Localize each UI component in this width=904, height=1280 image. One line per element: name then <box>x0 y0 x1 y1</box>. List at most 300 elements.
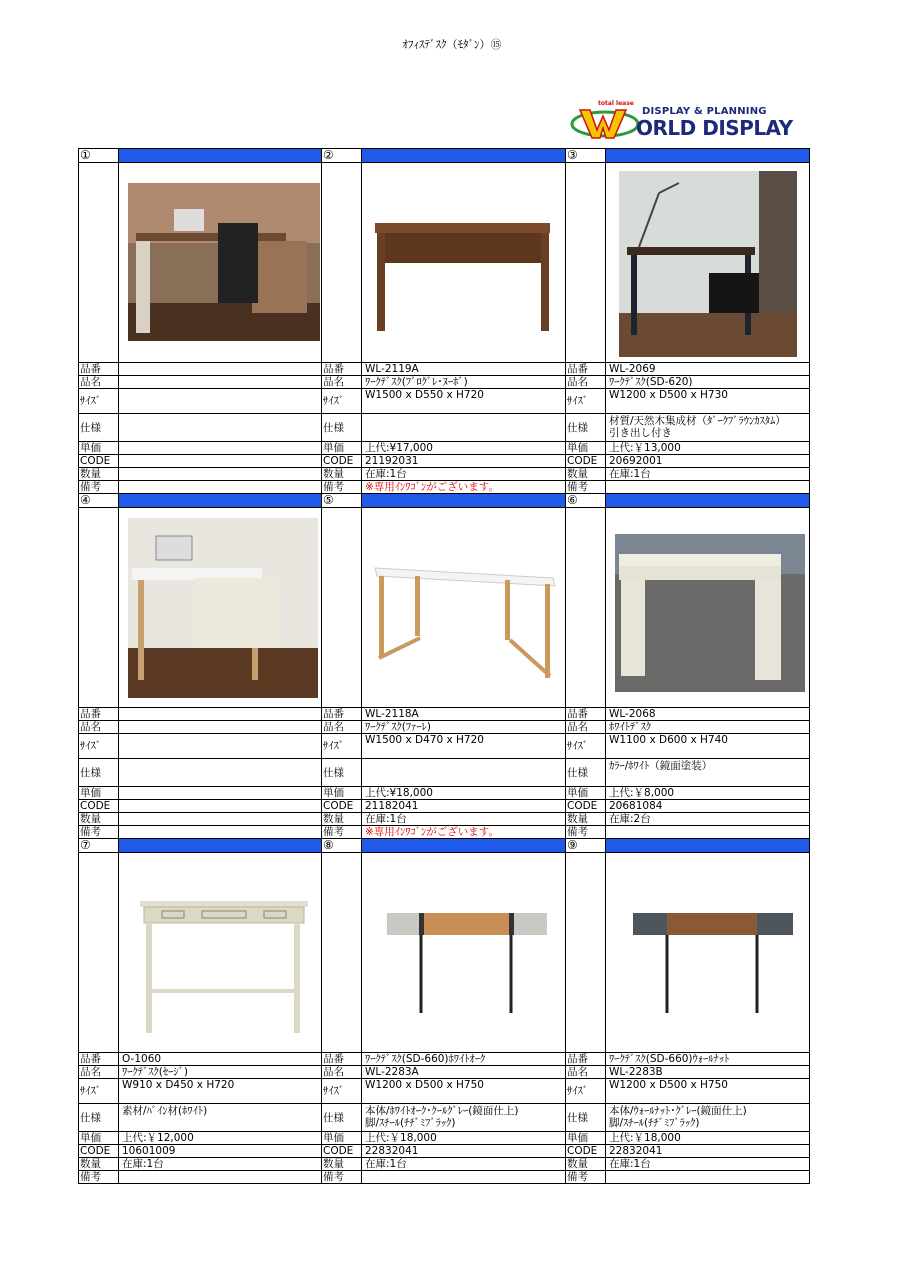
product-row-block <box>79 149 810 494</box>
product-row-block <box>79 494 810 839</box>
row-shiyou <box>79 414 322 442</box>
label-tanka: 単価 <box>566 787 606 799</box>
label-tanka: 単価 <box>322 1132 362 1144</box>
label-biko: 備考 <box>322 826 362 838</box>
row-tanka <box>79 442 322 455</box>
value-tanka: 上代:￥18,000 <box>609 1132 681 1144</box>
label-code: CODE <box>322 455 362 467</box>
value-tanka: 上代:¥17,000 <box>365 442 433 454</box>
product-card <box>322 839 566 1184</box>
label-hinmei: 品名 <box>566 721 606 733</box>
desk-with-chair-and-cabinet-photo <box>122 163 325 363</box>
row-image <box>322 853 566 1053</box>
value-shiyou <box>362 759 565 786</box>
white-desk-with-chair-photo <box>122 508 325 708</box>
header-bar <box>362 839 565 852</box>
label-suryo: 数量 <box>79 468 119 480</box>
value-hinmei: ﾜｰｸﾃﾞｽｸ(ｾｰｼﾞ) <box>122 1066 188 1078</box>
label-tanka: 単価 <box>322 442 362 454</box>
row-biko <box>79 826 322 839</box>
label-hinmei: 品名 <box>79 721 119 733</box>
row-suryo <box>566 468 810 481</box>
row-biko <box>322 826 566 839</box>
row-code <box>79 800 322 813</box>
row-size <box>79 389 322 414</box>
value-code: 21182041 <box>365 800 419 812</box>
row-hinban <box>566 1053 810 1066</box>
row-biko <box>79 1171 322 1184</box>
spec-line-1: 素材/ﾊﾟｲﾝ材(ﾎﾜｲﾄ) <box>122 1105 208 1117</box>
item-number: ⑤ <box>322 494 362 507</box>
value-tanka: 上代:￥13,000 <box>609 442 681 454</box>
value-biko <box>119 481 321 493</box>
row-num <box>322 494 566 508</box>
value-suryo: 在庫:1台 <box>365 1158 407 1170</box>
label-hinban: 品番 <box>322 1053 362 1065</box>
image-label-cell <box>79 163 119 362</box>
image-cell <box>362 163 565 362</box>
value-hinmei: ﾎﾜｲﾄﾃﾞｽｸ <box>609 721 651 733</box>
header-bar <box>119 839 321 852</box>
label-biko: 備考 <box>79 481 119 493</box>
value-biko: ※専用ｲﾝﾜｺﾞﾝがございます。 <box>365 826 499 838</box>
image-cell <box>362 853 565 1052</box>
value-suryo <box>119 468 321 480</box>
row-hinmei <box>79 1066 322 1079</box>
dark-desk-with-lamp-photo <box>609 163 813 363</box>
row-tanka <box>322 787 566 800</box>
row-suryo <box>322 1158 566 1171</box>
w-logo-icon <box>570 104 640 140</box>
row-shiyou <box>566 759 810 787</box>
row-suryo <box>322 813 566 826</box>
label-shiyou: 仕様 <box>79 1104 119 1131</box>
row-num <box>566 839 810 853</box>
value-biko <box>119 826 321 838</box>
row-hinban <box>322 708 566 721</box>
value-shiyou <box>362 1104 565 1131</box>
row-tanka <box>566 442 810 455</box>
value-size: W1200 x D500 x H730 <box>609 389 728 401</box>
image-cell <box>606 508 809 707</box>
label-code: CODE <box>79 1145 119 1157</box>
item-number: ④ <box>79 494 119 507</box>
row-num <box>566 149 810 163</box>
row-num <box>79 839 322 853</box>
label-suryo: 数量 <box>79 1158 119 1170</box>
row-code <box>566 455 810 468</box>
label-hinmei: 品名 <box>322 1066 362 1078</box>
row-biko <box>322 1171 566 1184</box>
product-card <box>566 494 810 839</box>
image-label-cell <box>79 853 119 1052</box>
row-code <box>79 455 322 468</box>
header-bar <box>606 494 809 507</box>
value-suryo <box>119 813 321 825</box>
value-code: 22832041 <box>609 1145 663 1157</box>
item-number: ② <box>322 149 362 162</box>
product-card <box>79 149 322 494</box>
value-shiyou <box>606 414 809 441</box>
row-biko <box>566 1171 810 1184</box>
value-biko <box>606 1171 809 1183</box>
row-suryo <box>566 1158 810 1171</box>
row-hinmei <box>566 721 810 734</box>
product-row-block <box>79 839 810 1184</box>
row-hinban <box>79 708 322 721</box>
header-bar <box>362 149 565 162</box>
value-hinmei: ﾜｰｸﾃﾞｽｸ(ﾌｧｰﾚ) <box>365 721 431 733</box>
label-code: CODE <box>566 455 606 467</box>
logo-tagline: total lease <box>598 100 634 107</box>
label-hinban: 品番 <box>322 708 362 720</box>
value-tanka <box>119 787 321 799</box>
value-suryo: 在庫:1台 <box>609 1158 651 1170</box>
row-biko <box>566 826 810 839</box>
row-hinmei <box>566 376 810 389</box>
spec-line-1: 本体/ﾎﾜｲﾄｵｰｸ･ｸｰﾙｸﾞﾚｰ(鏡面仕上) <box>365 1105 519 1117</box>
image-label-cell <box>566 163 606 362</box>
label-hinmei: 品名 <box>566 1066 606 1078</box>
label-biko: 備考 <box>322 481 362 493</box>
value-hinban <box>119 708 321 720</box>
value-hinmei: ﾜｰｸﾃﾞｽｸ(SD-620) <box>609 376 693 388</box>
image-cell <box>119 163 321 362</box>
label-suryo: 数量 <box>566 468 606 480</box>
label-hinban: 品番 <box>566 1053 606 1065</box>
label-code: CODE <box>322 1145 362 1157</box>
row-size <box>79 734 322 759</box>
row-hinmei <box>322 721 566 734</box>
label-size: ｻｲｽﾞ <box>322 389 362 413</box>
logo-subtitle: DISPLAY & PLANNING <box>642 106 767 117</box>
value-hinban <box>119 363 321 375</box>
header-bar <box>606 149 809 162</box>
value-suryo: 在庫:1台 <box>365 468 407 480</box>
row-image <box>566 853 810 1053</box>
row-tanka <box>322 442 566 455</box>
label-size: ｻｲｽﾞ <box>566 1079 606 1103</box>
label-biko: 備考 <box>322 1171 362 1183</box>
value-size: W910 x D450 x H720 <box>122 1079 235 1091</box>
value-hinmei: WL-2283B <box>609 1066 663 1078</box>
label-tanka: 単価 <box>79 787 119 799</box>
value-hinban: WL-2118A <box>365 708 419 720</box>
value-hinban: WL-2119A <box>365 363 419 375</box>
image-label-cell <box>322 163 362 362</box>
value-shiyou <box>362 414 565 441</box>
row-biko <box>79 481 322 494</box>
spec-line-2: 脚/ｽﾁｰﾙ(ﾁﾁﾞﾐﾌﾞﾗｯｸ) <box>609 1117 700 1129</box>
value-hinmei <box>119 376 321 388</box>
row-image <box>79 853 322 1053</box>
row-code <box>322 1145 566 1158</box>
row-hinban <box>566 363 810 376</box>
row-hinmei <box>79 376 322 389</box>
white-desk-photo <box>609 508 813 708</box>
value-code: 10601009 <box>122 1145 176 1157</box>
item-number: ③ <box>566 149 606 162</box>
label-suryo: 数量 <box>322 468 362 480</box>
row-hinban <box>322 363 566 376</box>
value-tanka: 上代:¥18,000 <box>365 787 433 799</box>
row-size <box>566 389 810 414</box>
header-bar <box>119 494 321 507</box>
label-hinban: 品番 <box>79 363 119 375</box>
row-shiyou <box>322 1104 566 1132</box>
label-tanka: 単価 <box>566 1132 606 1144</box>
label-tanka: 単価 <box>79 442 119 454</box>
value-shiyou <box>119 1104 321 1131</box>
row-shiyou <box>566 414 810 442</box>
value-tanka: 上代:￥12,000 <box>122 1132 194 1144</box>
product-card <box>79 494 322 839</box>
row-biko <box>322 481 566 494</box>
label-tanka: 単価 <box>79 1132 119 1144</box>
walnut-grey-desk-photo <box>609 853 813 1053</box>
row-shiyou <box>79 1104 322 1132</box>
row-code <box>322 800 566 813</box>
header-bar <box>362 494 565 507</box>
value-shiyou <box>119 414 321 441</box>
label-suryo: 数量 <box>322 1158 362 1170</box>
product-card <box>322 494 566 839</box>
value-suryo: 在庫:1台 <box>609 468 651 480</box>
value-shiyou <box>119 759 321 786</box>
label-hinmei: 品名 <box>322 721 362 733</box>
label-biko: 備考 <box>79 826 119 838</box>
row-hinban <box>79 1053 322 1066</box>
label-code: CODE <box>566 1145 606 1157</box>
label-shiyou: 仕様 <box>79 759 119 786</box>
company-logo <box>570 100 805 142</box>
value-biko: ※専用ｲﾝﾜｺﾞﾝがございます。 <box>365 481 499 493</box>
label-shiyou: 仕様 <box>566 759 606 786</box>
value-hinban: O-1060 <box>122 1053 162 1065</box>
label-hinban: 品番 <box>79 1053 119 1065</box>
label-hinmei: 品名 <box>79 376 119 388</box>
product-card <box>566 149 810 494</box>
label-biko: 備考 <box>566 1171 606 1183</box>
row-num <box>79 494 322 508</box>
white-oak-grey-desk-photo <box>365 853 569 1053</box>
label-tanka: 単価 <box>322 787 362 799</box>
label-hinban: 品番 <box>79 708 119 720</box>
row-image <box>79 508 322 708</box>
image-label-cell <box>79 508 119 707</box>
row-size <box>79 1079 322 1104</box>
value-suryo: 在庫:1台 <box>365 813 407 825</box>
label-shiyou: 仕様 <box>322 1104 362 1131</box>
product-sheet <box>78 148 810 1184</box>
row-tanka <box>322 1132 566 1145</box>
item-number: ⑦ <box>79 839 119 852</box>
value-hinmei: ﾜｰｸﾃﾞｽｸ(ﾌﾞﾛｸﾞﾚ･ﾇｰﾎﾞ) <box>365 376 468 388</box>
label-size: ｻｲｽﾞ <box>79 1079 119 1103</box>
label-biko: 備考 <box>566 826 606 838</box>
row-code <box>566 1145 810 1158</box>
row-hinmei <box>566 1066 810 1079</box>
value-suryo: 在庫:2台 <box>609 813 651 825</box>
value-biko <box>606 826 809 838</box>
row-image <box>322 508 566 708</box>
item-number: ⑨ <box>566 839 606 852</box>
row-shiyou <box>566 1104 810 1132</box>
label-code: CODE <box>322 800 362 812</box>
item-number: ⑥ <box>566 494 606 507</box>
header-bar <box>119 149 321 162</box>
row-code <box>322 455 566 468</box>
row-tanka <box>566 787 810 800</box>
item-number: ① <box>79 149 119 162</box>
row-num <box>322 839 566 853</box>
image-label-cell <box>322 853 362 1052</box>
image-cell <box>119 853 321 1052</box>
product-card <box>322 149 566 494</box>
value-biko <box>119 1171 321 1183</box>
value-tanka: 上代:￥8,000 <box>609 787 675 799</box>
row-suryo <box>79 813 322 826</box>
value-size: W1100 x D600 x H740 <box>609 734 728 746</box>
row-size <box>322 389 566 414</box>
value-size <box>119 734 321 758</box>
image-cell <box>119 508 321 707</box>
row-image <box>566 163 810 363</box>
logo-name: ORLD DISPLAY <box>636 116 793 140</box>
value-code: 20681084 <box>609 800 663 812</box>
label-biko: 備考 <box>79 1171 119 1183</box>
row-biko <box>566 481 810 494</box>
row-hinmei <box>322 376 566 389</box>
value-biko <box>606 481 809 493</box>
row-tanka <box>79 787 322 800</box>
row-shiyou <box>322 759 566 787</box>
row-tanka <box>79 1132 322 1145</box>
value-hinban: ﾜｰｸﾃﾞｽｸ(SD-660)ｳｫｰﾙﾅｯﾄ <box>609 1053 730 1065</box>
value-tanka <box>119 442 321 454</box>
label-suryo: 数量 <box>566 813 606 825</box>
label-biko: 備考 <box>566 481 606 493</box>
walnut-desk-photo <box>365 163 569 363</box>
row-size <box>566 1079 810 1104</box>
row-tanka <box>566 1132 810 1145</box>
row-code <box>79 1145 322 1158</box>
label-shiyou: 仕様 <box>566 414 606 441</box>
row-size <box>566 734 810 759</box>
value-hinban: WL-2068 <box>609 708 656 720</box>
label-hinmei: 品名 <box>566 376 606 388</box>
label-hinmei: 品名 <box>79 1066 119 1078</box>
row-suryo <box>79 1158 322 1171</box>
label-size: ｻｲｽﾞ <box>79 389 119 413</box>
label-size: ｻｲｽﾞ <box>566 734 606 758</box>
row-num <box>79 149 322 163</box>
product-card <box>79 839 322 1184</box>
label-code: CODE <box>79 455 119 467</box>
label-suryo: 数量 <box>79 813 119 825</box>
label-suryo: 数量 <box>566 1158 606 1170</box>
image-cell <box>606 163 809 362</box>
image-label-cell <box>566 853 606 1052</box>
value-shiyou <box>606 759 809 786</box>
row-num <box>566 494 810 508</box>
value-code: 21192031 <box>365 455 419 467</box>
row-suryo <box>322 468 566 481</box>
image-cell <box>606 853 809 1052</box>
row-shiyou <box>322 414 566 442</box>
label-code: CODE <box>566 800 606 812</box>
label-shiyou: 仕様 <box>79 414 119 441</box>
label-size: ｻｲｽﾞ <box>79 734 119 758</box>
label-hinban: 品番 <box>322 363 362 375</box>
row-hinban <box>322 1053 566 1066</box>
row-hinmei <box>322 1066 566 1079</box>
value-code: 20692001 <box>609 455 663 467</box>
row-code <box>566 800 810 813</box>
row-suryo <box>566 813 810 826</box>
sage-three-drawer-desk-photo <box>122 853 325 1053</box>
row-hinban <box>566 708 810 721</box>
row-num <box>322 149 566 163</box>
label-shiyou: 仕様 <box>322 414 362 441</box>
image-label-cell <box>566 508 606 707</box>
row-image <box>79 163 322 363</box>
value-tanka: 上代:￥18,000 <box>365 1132 437 1144</box>
label-suryo: 数量 <box>322 813 362 825</box>
row-image <box>566 508 810 708</box>
label-hinban: 品番 <box>566 708 606 720</box>
row-hinmei <box>79 721 322 734</box>
spec-line-1: 本体/ｳｫｰﾙﾅｯﾄ･ｸﾞﾚｰ(鏡面仕上) <box>609 1105 747 1117</box>
spec-line-2: 脚/ｽﾁｰﾙ(ﾁﾁﾞﾐﾌﾞﾗｯｸ) <box>365 1117 456 1129</box>
value-shiyou <box>606 1104 809 1131</box>
row-shiyou <box>79 759 322 787</box>
value-size: W1500 x D550 x H720 <box>365 389 484 401</box>
row-hinban <box>79 363 322 376</box>
label-size: ｻｲｽﾞ <box>322 734 362 758</box>
label-code: CODE <box>79 800 119 812</box>
header-bar <box>606 839 809 852</box>
label-shiyou: 仕様 <box>322 759 362 786</box>
label-size: ｻｲｽﾞ <box>566 389 606 413</box>
value-size: W1500 x D470 x H720 <box>365 734 484 746</box>
label-shiyou: 仕様 <box>566 1104 606 1131</box>
value-code <box>119 455 321 467</box>
value-size: W1200 x D500 x H750 <box>365 1079 484 1091</box>
label-size: ｻｲｽﾞ <box>322 1079 362 1103</box>
spec-line-2: 引き出し付き <box>609 427 672 439</box>
value-size: W1200 x D500 x H750 <box>609 1079 728 1091</box>
item-number: ⑧ <box>322 839 362 852</box>
image-label-cell <box>322 508 362 707</box>
value-size <box>119 389 321 413</box>
label-hinmei: 品名 <box>322 376 362 388</box>
value-hinban: WL-2069 <box>609 363 656 375</box>
row-size <box>322 1079 566 1104</box>
product-card <box>566 839 810 1184</box>
value-code: 22832041 <box>365 1145 419 1157</box>
page-title: ｵﾌｨｽﾃﾞｽｸ（ﾓﾀﾞﾝ）⑮ <box>402 38 502 51</box>
row-image <box>322 163 566 363</box>
value-code <box>119 800 321 812</box>
spec-line-1: ｶﾗｰ/ﾎﾜｲﾄ（鏡面塗装） <box>609 760 713 772</box>
label-tanka: 単価 <box>566 442 606 454</box>
white-top-oak-frame-desk-photo <box>365 508 569 708</box>
label-hinban: 品番 <box>566 363 606 375</box>
spec-line-1: 材質/天然木集成材（ﾀﾞｰｸﾌﾞﾗｳﾝｶｽﾀﾑ） <box>609 415 786 427</box>
image-cell <box>362 508 565 707</box>
value-biko <box>362 1171 565 1183</box>
